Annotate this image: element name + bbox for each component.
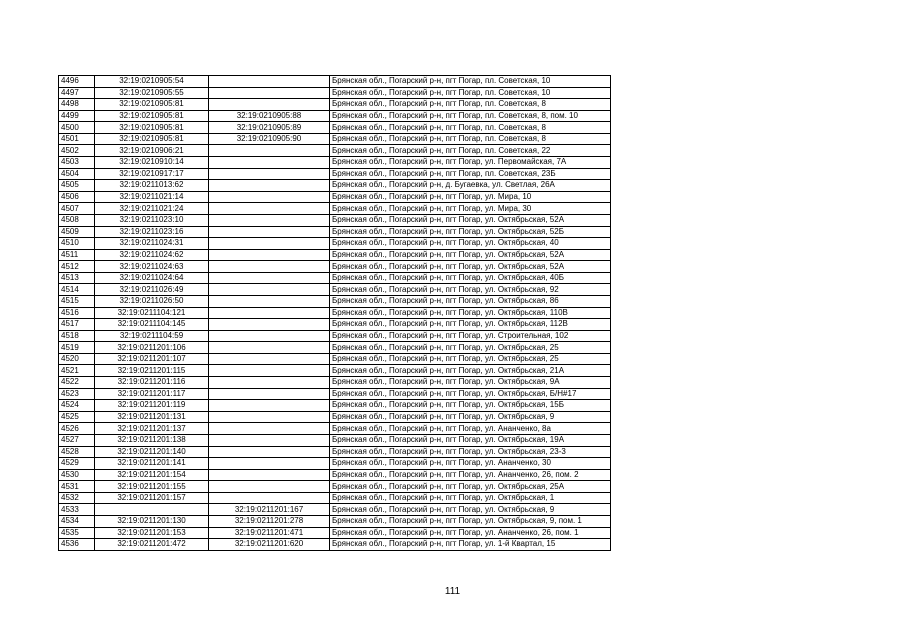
address-cell: Брянская обл., Погарский р-н, пгт Погар, ул. Октябрьская, 52А: [330, 261, 611, 273]
address-cell: Брянская обл., Погарский р-н, д. Бугаевка, ул. Светлая, 26А: [330, 180, 611, 192]
row-number-cell: 4518: [59, 330, 95, 342]
table-row: [59, 319, 611, 331]
address-cell: Брянская обл., Погарский р-н, пгт Погар, пл. Советская, 8, пом. 10: [330, 110, 611, 122]
object-number-cell: [209, 365, 330, 377]
row-number-cell: 4530: [59, 469, 95, 481]
object-number-cell: 32:19:0211201:471: [209, 527, 330, 539]
object-number-cell: [209, 388, 330, 400]
parcel-number-cell: 32:19:0211104:121: [95, 307, 209, 319]
address-cell: Брянская обл., Погарский р-н, пгт Погар, пл. Советская, 22: [330, 145, 611, 157]
object-number-cell: 32:19:0211201:278: [209, 515, 330, 527]
address-cell: Брянская обл., Погарский р-н, пгт Погар, ул. Октябрьская, 9: [330, 504, 611, 516]
parcel-number-cell: 32:19:0211201:141: [95, 458, 209, 470]
row-number-cell: 4523: [59, 388, 95, 400]
parcel-number-cell: 32:19:0211201:472: [95, 539, 209, 551]
object-number-cell: [209, 353, 330, 365]
parcel-number-cell: 32:19:0211024:64: [95, 272, 209, 284]
table-row: [59, 191, 611, 203]
parcel-number-cell: 32:19:0211201:131: [95, 411, 209, 423]
parcel-number-cell: 32:19:0210905:81: [95, 133, 209, 145]
object-number-cell: [209, 481, 330, 493]
row-number-cell: 4510: [59, 238, 95, 250]
address-cell: Брянская обл., Погарский р-н, пгт Погар, ул. Первомайская, 7А: [330, 157, 611, 169]
parcel-number-cell: 32:19:0210905:81: [95, 122, 209, 134]
object-number-cell: [209, 411, 330, 423]
row-number-cell: 4528: [59, 446, 95, 458]
address-cell: Брянская обл., Погарский р-н, пгт Погар, ул. Октябрьская, 112В: [330, 319, 611, 331]
object-number-cell: [209, 377, 330, 389]
address-cell: Брянская обл., Погарский р-н, пгт Погар, ул. Октябрьская, 9А: [330, 377, 611, 389]
parcel-number-cell: 32:19:0210910:14: [95, 157, 209, 169]
address-cell: Брянская обл., Погарский р-н, пгт Погар, пл. Советская, 10: [330, 76, 611, 88]
object-number-cell: 32:19:0210905:88: [209, 110, 330, 122]
row-number-cell: 4500: [59, 122, 95, 134]
parcel-number-cell: 32:19:0211201:137: [95, 423, 209, 435]
row-number-cell: 4508: [59, 214, 95, 226]
object-number-cell: [209, 214, 330, 226]
parcel-number-cell: 32:19:0211023:16: [95, 226, 209, 238]
address-cell: Брянская обл., Погарский р-н, пгт Погар, ул. Октябрьская, 86: [330, 295, 611, 307]
register-table: [58, 75, 611, 551]
object-number-cell: [209, 76, 330, 88]
table-row: [59, 434, 611, 446]
row-number-cell: 4516: [59, 307, 95, 319]
address-cell: Брянская обл., Погарский р-н, пгт Погар, ул. Ананченко, 8а: [330, 423, 611, 435]
page-number: 111: [444, 586, 461, 597]
parcel-number-cell: 32:19:0211023:10: [95, 214, 209, 226]
table-row: [59, 492, 611, 504]
address-cell: Брянская обл., Погарский р-н, пгт Погар, ул. Октябрьская, 110В: [330, 307, 611, 319]
object-number-cell: [209, 295, 330, 307]
table-row: [59, 133, 611, 145]
object-number-cell: [209, 191, 330, 203]
table-row: [59, 145, 611, 157]
object-number-cell: [209, 238, 330, 250]
table-row: [59, 388, 611, 400]
address-cell: Брянская обл., Погарский р-н, пгт Погар, ул. Октябрьская, 92: [330, 284, 611, 296]
table-row: [59, 284, 611, 296]
parcel-number-cell: 32:19:0211201:154: [95, 469, 209, 481]
row-number-cell: 4533: [59, 504, 95, 516]
row-number-cell: 4527: [59, 434, 95, 446]
address-cell: Брянская обл., Погарский р-н, пгт Погар, ул. Октябрьская, 19А: [330, 434, 611, 446]
table-row: [59, 365, 611, 377]
parcel-number-cell: 32:19:0211021:24: [95, 203, 209, 215]
object-number-cell: [209, 342, 330, 354]
parcel-number-cell: 32:19:0210906:21: [95, 145, 209, 157]
address-cell: Брянская обл., Погарский р-н, пгт Погар, ул. Ананченко, 30: [330, 458, 611, 470]
object-number-cell: [209, 226, 330, 238]
table-row: [59, 203, 611, 215]
parcel-number-cell: 32:19:0211024:63: [95, 261, 209, 273]
parcel-number-cell: 32:19:0211021:14: [95, 191, 209, 203]
table-row: [59, 400, 611, 412]
object-number-cell: [209, 261, 330, 273]
row-number-cell: 4525: [59, 411, 95, 423]
parcel-number-cell: 32:19:0211201:107: [95, 353, 209, 365]
table-row: [59, 180, 611, 192]
table-row: [59, 446, 611, 458]
row-number-cell: 4505: [59, 180, 95, 192]
row-number-cell: 4509: [59, 226, 95, 238]
table-row: [59, 226, 611, 238]
parcel-number-cell: 32:19:0210917:17: [95, 168, 209, 180]
address-cell: Брянская обл., Погарский р-н, пгт Погар, ул. Октябрьская, 52А: [330, 249, 611, 261]
table-row: [59, 110, 611, 122]
object-number-cell: [209, 87, 330, 99]
table-row: [59, 411, 611, 423]
table-row: [59, 157, 611, 169]
object-number-cell: [209, 492, 330, 504]
row-number-cell: 4521: [59, 365, 95, 377]
table-row: [59, 238, 611, 250]
parcel-number-cell: 32:19:0211024:62: [95, 249, 209, 261]
row-number-cell: 4531: [59, 481, 95, 493]
table-row: [59, 249, 611, 261]
address-cell: Брянская обл., Погарский р-н, пгт Погар, ул. Октябрьская, 9: [330, 411, 611, 423]
address-cell: Брянская обл., Погарский р-н, пгт Погар, ул. Мира, 30: [330, 203, 611, 215]
object-number-cell: 32:19:0211201:167: [209, 504, 330, 516]
address-cell: Брянская обл., Погарский р-н, пгт Погар, ул. Октябрьская, 23-3: [330, 446, 611, 458]
row-number-cell: 4506: [59, 191, 95, 203]
object-number-cell: [209, 272, 330, 284]
row-number-cell: 4511: [59, 249, 95, 261]
address-cell: Брянская обл., Погарский р-н, пгт Погар, ул. Октябрьская, 21А: [330, 365, 611, 377]
address-cell: Брянская обл., Погарский р-н, пгт Погар, ул. Мира, 10: [330, 191, 611, 203]
table-row: [59, 295, 611, 307]
parcel-number-cell: 32:19:0211026:49: [95, 284, 209, 296]
row-number-cell: 4536: [59, 539, 95, 551]
object-number-cell: 32:19:0210905:90: [209, 133, 330, 145]
parcel-number-cell: 32:19:0211104:145: [95, 319, 209, 331]
object-number-cell: [209, 434, 330, 446]
parcel-number-cell: 32:19:0211201:115: [95, 365, 209, 377]
object-number-cell: [209, 400, 330, 412]
row-number-cell: 4526: [59, 423, 95, 435]
parcel-number-cell: 32:19:0211024:31: [95, 238, 209, 250]
object-number-cell: [209, 307, 330, 319]
row-number-cell: 4501: [59, 133, 95, 145]
table-row: [59, 87, 611, 99]
row-number-cell: 4535: [59, 527, 95, 539]
table-row: [59, 458, 611, 470]
parcel-number-cell: 32:19:0211201:119: [95, 400, 209, 412]
parcel-number-cell: 32:19:0211201:140: [95, 446, 209, 458]
table-row: [59, 214, 611, 226]
table-row: [59, 261, 611, 273]
parcel-number-cell: 32:19:0211201:117: [95, 388, 209, 400]
row-number-cell: 4503: [59, 157, 95, 169]
parcel-number-cell: 32:19:0211201:106: [95, 342, 209, 354]
row-number-cell: 4524: [59, 400, 95, 412]
address-cell: Брянская обл., Погарский р-н, пгт Погар, ул. Ананченко, 26, пом. 2: [330, 469, 611, 481]
address-cell: Брянская обл., Погарский р-н, пгт Погар, ул. Октябрьская, 9, пом. 1: [330, 515, 611, 527]
object-number-cell: [209, 446, 330, 458]
address-cell: Брянская обл., Погарский р-н, пгт Погар, ул. Октябрьская, 52Б: [330, 226, 611, 238]
table-row: [59, 469, 611, 481]
register-table-body: [59, 76, 611, 551]
object-number-cell: [209, 249, 330, 261]
address-cell: Брянская обл., Погарский р-н, пгт Погар, пл. Советская, 8: [330, 133, 611, 145]
parcel-number-cell: 32:19:0210905:81: [95, 99, 209, 111]
object-number-cell: [209, 330, 330, 342]
address-cell: Брянская обл., Погарский р-н, пгт Погар, ул. Октябрьская, 25: [330, 342, 611, 354]
address-cell: Брянская обл., Погарский р-н, пгт Погар, ул. Октябрьская, 15Б: [330, 400, 611, 412]
object-number-cell: [209, 319, 330, 331]
row-number-cell: 4496: [59, 76, 95, 88]
address-cell: Брянская обл., Погарский р-н, пгт Погар, ул. Октябрьская, 25: [330, 353, 611, 365]
row-number-cell: 4502: [59, 145, 95, 157]
object-number-cell: [209, 168, 330, 180]
object-number-cell: [209, 99, 330, 111]
row-number-cell: 4513: [59, 272, 95, 284]
address-cell: Брянская обл., Погарский р-н, пгт Погар, пл. Советская, 8: [330, 99, 611, 111]
object-number-cell: [209, 180, 330, 192]
parcel-number-cell: 32:19:0211104:59: [95, 330, 209, 342]
table-row: [59, 423, 611, 435]
object-number-cell: [209, 157, 330, 169]
row-number-cell: 4514: [59, 284, 95, 296]
row-number-cell: 4499: [59, 110, 95, 122]
row-number-cell: 4498: [59, 99, 95, 111]
address-cell: Брянская обл., Погарский р-н, пгт Погар, пл. Советская, 8: [330, 122, 611, 134]
row-number-cell: 4512: [59, 261, 95, 273]
row-number-cell: 4507: [59, 203, 95, 215]
table-row: [59, 527, 611, 539]
row-number-cell: 4517: [59, 319, 95, 331]
table-row: [59, 377, 611, 389]
address-cell: Брянская обл., Погарский р-н, пгт Погар, ул. Октябрьская, 1: [330, 492, 611, 504]
table-row: [59, 539, 611, 551]
parcel-number-cell: 32:19:0211201:155: [95, 481, 209, 493]
address-cell: Брянская обл., Погарский р-н, пгт Погар, ул. Октябрьская, Б/Н#17: [330, 388, 611, 400]
object-number-cell: 32:19:0211201:620: [209, 539, 330, 551]
row-number-cell: 4534: [59, 515, 95, 527]
object-number-cell: [209, 284, 330, 296]
object-number-cell: 32:19:0210905:89: [209, 122, 330, 134]
address-cell: Брянская обл., Погарский р-н, пгт Погар, ул. Октябрьская, 52А: [330, 214, 611, 226]
object-number-cell: [209, 203, 330, 215]
parcel-number-cell: 32:19:0211201:130: [95, 515, 209, 527]
parcel-number-cell: 32:19:0211201:116: [95, 377, 209, 389]
address-cell: Брянская обл., Погарский р-н, пгт Погар, ул. Ананченко, 26, пом. 1: [330, 527, 611, 539]
parcel-number-cell: 32:19:0210905:54: [95, 76, 209, 88]
table-row: [59, 504, 611, 516]
row-number-cell: 4529: [59, 458, 95, 470]
row-number-cell: 4522: [59, 377, 95, 389]
table-row: [59, 481, 611, 493]
parcel-number-cell: 32:19:0210905:81: [95, 110, 209, 122]
parcel-number-cell: 32:19:0211201:157: [95, 492, 209, 504]
table-row: [59, 76, 611, 88]
address-cell: Брянская обл., Погарский р-н, пгт Погар, ул. Строительная, 102: [330, 330, 611, 342]
address-cell: Брянская обл., Погарский р-н, пгт Погар, пл. Советская, 23Б: [330, 168, 611, 180]
row-number-cell: 4504: [59, 168, 95, 180]
table-row: [59, 307, 611, 319]
table-row: [59, 515, 611, 527]
parcel-number-cell: 32:19:0211026:50: [95, 295, 209, 307]
table-row: [59, 353, 611, 365]
table-row: [59, 272, 611, 284]
row-number-cell: 4497: [59, 87, 95, 99]
address-cell: Брянская обл., Погарский р-н, пгт Погар, ул. Октябрьская, 40Б: [330, 272, 611, 284]
row-number-cell: 4515: [59, 295, 95, 307]
parcel-number-cell: [95, 504, 209, 516]
address-cell: Брянская обл., Погарский р-н, пгт Погар, ул. Октябрьская, 25А: [330, 481, 611, 493]
parcel-number-cell: 32:19:0211201:138: [95, 434, 209, 446]
table-row: [59, 168, 611, 180]
table-row: [59, 99, 611, 111]
table-row: [59, 330, 611, 342]
object-number-cell: [209, 469, 330, 481]
table-row: [59, 342, 611, 354]
object-number-cell: [209, 458, 330, 470]
parcel-number-cell: 32:19:0211013:62: [95, 180, 209, 192]
row-number-cell: 4532: [59, 492, 95, 504]
address-cell: Брянская обл., Погарский р-н, пгт Погар, ул. Октябрьская, 40: [330, 238, 611, 250]
row-number-cell: 4519: [59, 342, 95, 354]
object-number-cell: [209, 423, 330, 435]
address-cell: Брянская обл., Погарский р-н, пгт Погар, ул. 1-й Квартал, 15: [330, 539, 611, 551]
parcel-number-cell: 32:19:0210905:55: [95, 87, 209, 99]
row-number-cell: 4520: [59, 353, 95, 365]
table-row: [59, 122, 611, 134]
object-number-cell: [209, 145, 330, 157]
address-cell: Брянская обл., Погарский р-н, пгт Погар, пл. Советская, 10: [330, 87, 611, 99]
parcel-number-cell: 32:19:0211201:153: [95, 527, 209, 539]
